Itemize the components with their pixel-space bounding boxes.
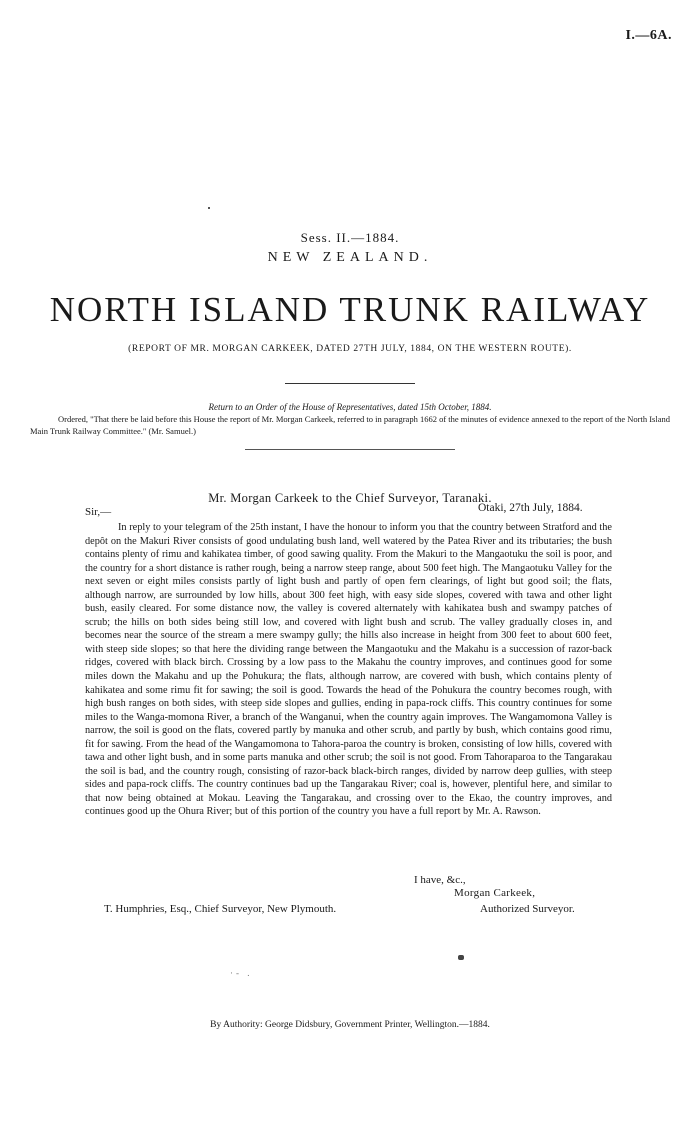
return-order-line: Return to an Order of the House of Representatives, dated 15th October, 1884. [208,402,492,412]
divider-rule [285,383,415,384]
print-smudge: ·‐ . [230,968,253,978]
divider-rule-2 [245,449,455,450]
closing-line: I have, &c., [414,874,466,886]
ink-blot [458,955,464,960]
addressee: T. Humphries, Esq., Chief Surveyor, New Plymouth. [104,903,337,915]
ordered-paragraph: Ordered, "That there be laid before this House the report of Mr. Morgan Carkeek, referred to in paragraph 1662 of the minutes of evidence annexed to the report of the North Island Main Trunk Railway Committee." (Mr. Samuel.) [30,414,670,436]
salutation: Sir,— [85,506,112,518]
letter-date: Otaki, 27th July, 1884. [478,502,583,514]
print-speck [208,207,210,209]
signer-name: Morgan Carkeek, [454,887,536,899]
printer-authority: By Authority: George Didsbury, Government Printer, Wellington.—1884. [210,1020,490,1030]
page-reference: I.—6A. [625,28,672,43]
document-subtitle: (REPORT OF MR. MORGAN CARKEEK, DATED 27TH JULY, 1884, ON THE WESTERN ROUTE). [128,344,572,354]
document-title: NORTH ISLAND TRUNK RAILWAY [49,290,651,329]
session-line: Sess. II.—1884. [300,230,400,245]
letter-body: In reply to your telegram of the 25th instant, I have the honour to inform you that the country between Stratford and the depôt on the Makuri River consists of good undulating bush land, well watered by the Patea River and its tributaries; the bush contains plenty of rimu and kahikatea timber, of good sawing quality. From the Makuri to the Mangaotuku the soil is poor, and the country for a short distance is rather rough, being a narrow steep range, about 500 feet high. The Mangaotuku Valley for the next seven or eight miles consists partly of light bush and partly of open fern clearings, of light but good soil; the flats, although narrow, are surrounded by low hills, about 300 feet high, with easy side slopes, covered with tawa and other light bush, easily cleared. For some distance now, the valley is covered alternately with kahikatea bush and swampy patches of scrub; the hills on both sides being still low, and covered with light bush and scrub. The valley gradually closes in, and becomes near the source of the stream a mere swampy gully; the hills also increase in height from 300 feet to about 600 feet, with steep side slopes; so that here the dividing range between the Mangaotuku and the Makahu is a succession of razor-back ridges, covered with black birch. Crossing by a low pass to the Makahu the country improves, and continues good for some miles down the Makahu and up the Pohukura; the flats, although narrow, are covered with bush, which contains plenty of kahikatea and some rimu fit for sawing; the soil is good. Towards the head of the Pohukura the country becomes rough, with high bush ranges on both sides, with steep side slopes and gullies, ending in papa-rock cliffs. This country continues for some miles to the Wanga-momona River, a branch of the Wanganui, when the country again improves. The Wangamomona Valley is narrow, the soil is good on the flats, covered partly by manuka and other scrub, and partly by bush, which contains good rimu, fit for sawing. From the head of the Wangamomona to Tahora-paroa the country is broken, consisting of low hills, covered with tawa and other light bush, and in some parts manuka and other scrub; the soil is not good. From Tahoraparoa to the Tangarakau the soil is bad, and the country rough, consisting of razor-back black-birch ranges, divided by narrow deep gullies, with steep sides and papa-rock cliffs. The country continues bad up the Tangarakau River; coal is, however, plentiful here, and similar to that now being obtained at Mokau. Leaving the Tangarakau, and crossing over to the Ekao, the country improves, and continues good up the Ohura River; but of this portion of the country you have a full report by Mr. A. Rawson. [85,522,612,818]
country-line: NEW ZEALAND. [267,250,433,265]
letter-heading: Mr. Morgan Carkeek to the Chief Surveyor, Taranaki. [208,491,492,505]
signer-title: Authorized Surveyor. [480,903,575,915]
